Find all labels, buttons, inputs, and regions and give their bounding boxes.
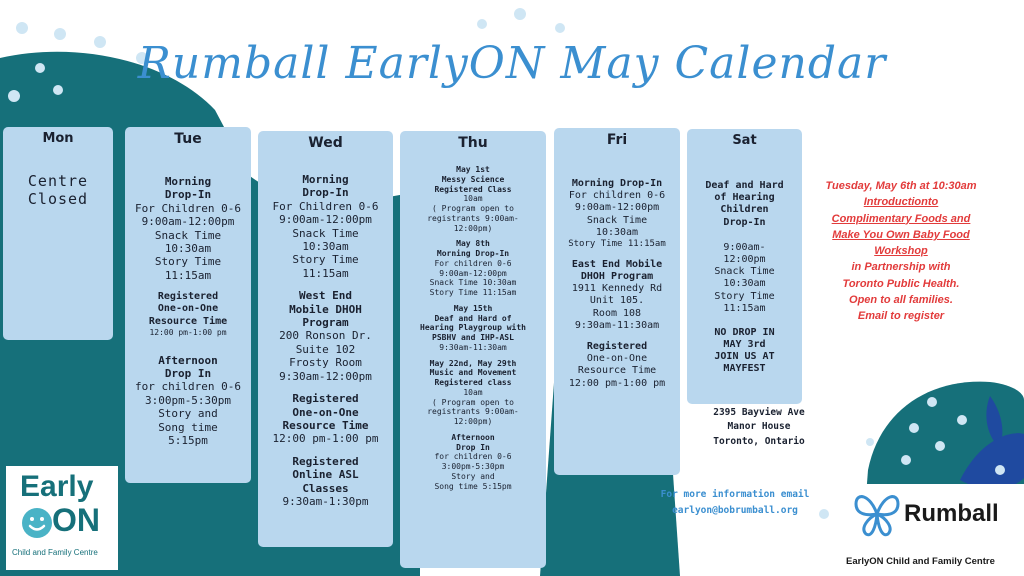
sat-nodrop-line: MAYFEST [723, 363, 766, 375]
fri-registered-line: One-on-One [586, 353, 648, 365]
wed-asl-title-3: Classes [302, 481, 349, 495]
contact-info [640, 487, 830, 519]
sat-deaf-line: Story Time [714, 290, 775, 302]
workshop-notice [806, 178, 996, 324]
wed-morning-line: Story Time [292, 253, 359, 267]
tue-morning-line: 11:15am [164, 268, 212, 282]
logo-brand-early: Early [20, 470, 94, 503]
fri-registered-line: 12:00 pm-1:00 pm [568, 377, 666, 389]
sat-deaf-title: Deaf and Hard [705, 180, 784, 191]
column-mon [3, 127, 113, 340]
tue-afternoon-title-1: Afternoon [158, 353, 218, 367]
thu-may15-line: 9:30am-11:30am [439, 342, 507, 352]
wed-westend-title-3: Program [302, 316, 349, 330]
calendar-title: Rumball EarlyON May Calendar [137, 38, 887, 89]
tue-afternoon-title-2: Drop In [164, 366, 212, 380]
mon-closed-line2: Closed [27, 190, 89, 209]
sat-deaf-title: of Hearing [714, 192, 775, 204]
thu-may22-title: Registered class [434, 378, 512, 387]
sat-deaf-line: 11:15am [723, 302, 766, 314]
thu-may22-line: 12:00pm) [453, 417, 493, 426]
fri-morning-line: Story Time 11:15am [568, 238, 666, 249]
address-line: 2395 Bayview Ave [713, 407, 805, 418]
rumball-logo [838, 484, 1024, 576]
tue-afternoon-line: 5:15pm [168, 434, 208, 447]
thu-may15-title: Deaf and Hard of [434, 313, 512, 323]
thu-may1-title: Registered Class [434, 184, 512, 194]
mon-closed-line1: Centre [27, 172, 89, 190]
thu-may1-line: 12:00pm) [453, 223, 493, 233]
wed-registered-time: 12:00 pm-1:00 pm [272, 432, 379, 446]
sat-deaf-line: 10:30am [723, 278, 766, 290]
wed-registered-title-1: Registered [292, 392, 359, 406]
fri-morning-title: Morning Drop-In [571, 178, 663, 189]
sat-nodrop-line: MAY 3rd [723, 339, 766, 351]
tue-registered-title-1: Registered [157, 291, 219, 303]
day-label-thu: Thu [458, 135, 488, 151]
wed-morning-line: 11:15am [302, 266, 349, 280]
wed-asl-title-2: Online ASL [292, 468, 359, 482]
fri-morning-line: Snack Time [586, 214, 648, 226]
fri-eastend-line: Room 108 [592, 307, 642, 319]
thu-afternoon-line: Story and [451, 471, 495, 481]
fri-morning-line: 9:00am-12:00pm [574, 202, 660, 214]
earlyon-logo [6, 466, 118, 570]
smiley-icon [20, 506, 54, 540]
fri-morning-line: 10:30am [595, 226, 639, 238]
notice-partner-line: Toronto Public Health. [842, 277, 960, 290]
notice-partner-line: in Partnership with [851, 261, 951, 274]
logo-brand-on: ON [52, 502, 100, 538]
column-sat [687, 129, 802, 404]
thu-may15-title: May 15th [453, 303, 493, 313]
notice-partner-line: Open to all families. [849, 293, 953, 306]
fri-eastend-title-1: East End Mobile [571, 258, 663, 270]
wed-westend-line: Frosty Room [289, 356, 362, 370]
sat-deaf-line: 9:00am- [723, 241, 766, 253]
day-label-mon: Mon [42, 131, 74, 146]
sat-deaf-title: Children [720, 204, 769, 216]
thu-may1-title: Messy Science [441, 174, 505, 184]
thu-may8-title: Morning Drop-In [436, 249, 510, 258]
thu-may1-line: registrants 9:00am- [427, 213, 519, 223]
notice-workshop-line[interactable]: Workshop [874, 245, 928, 258]
tue-registered-title-3: Resource Time [148, 315, 228, 327]
day-label-wed: Wed [308, 135, 343, 151]
notice-workshop-line[interactable]: Introductionto [863, 196, 939, 209]
tue-registered-title-2: One-on-One [157, 303, 219, 315]
thu-afternoon-line: 3:00pm-5:30pm [441, 462, 505, 471]
wed-asl-time: 9:30am-1:30pm [282, 494, 369, 508]
wed-asl-title-1: Registered [292, 454, 359, 468]
thu-may8-line: For children 0-6 [434, 258, 512, 268]
day-label-fri: Fri [606, 132, 628, 148]
thu-may22-line: registrants 9:00am- [427, 407, 519, 417]
wed-westend-line: 9:30am-12:00pm [279, 369, 372, 383]
column-wed [258, 131, 393, 547]
thu-afternoon-line: Song time 5:15pm [434, 481, 512, 491]
sat-deaf-line: 12:00pm [723, 253, 766, 265]
tue-morning-line: Story Time [154, 255, 222, 269]
thu-may1-line: 10am [463, 194, 483, 204]
day-label-tue: Tue [174, 131, 202, 147]
sat-nodrop-line: JOIN US AT [714, 351, 775, 363]
column-tue [125, 127, 251, 483]
tue-afternoon-line: for children 0-6 [135, 380, 241, 394]
tue-morning-line: 9:00am-12:00pm [141, 215, 235, 229]
thu-may8-line: Story Time 11:15am [429, 288, 517, 297]
day-label-sat: Sat [732, 133, 757, 148]
fri-eastend-title-2: DHOH Program [580, 271, 654, 283]
wed-morning-line: Snack Time [292, 226, 359, 240]
address-block [688, 406, 830, 449]
tue-morning-title-2: Drop-In [164, 188, 212, 202]
wed-morning-line: For Children 0-6 [272, 199, 379, 213]
thu-may1-title: May 1st [456, 165, 490, 174]
wed-morning-title-1: Morning [302, 173, 349, 186]
thu-may8-line: 9:00am-12:00pm [439, 268, 507, 278]
notice-workshop-line[interactable]: Complimentary Foods and [831, 212, 971, 225]
thu-may15-title: PSBHV and IHP-ASL [432, 333, 514, 342]
thu-may22-title: Music and Movement [429, 368, 517, 378]
fri-registered-line: Resource Time [577, 365, 657, 377]
thu-afternoon-title: Afternoon [451, 432, 495, 442]
fri-eastend-line: Unit 105. [589, 295, 645, 307]
thu-may22-line: 10am [463, 387, 483, 397]
butterfly-icon [852, 488, 902, 540]
info-line: For more information email [660, 489, 810, 500]
sat-nodrop-line: NO DROP IN [714, 326, 775, 338]
tue-afternoon-line: Song time [158, 420, 218, 434]
wed-westend-line: Suite 102 [295, 342, 356, 356]
column-fri [554, 128, 680, 475]
thu-may8-title: May 8th [456, 239, 490, 249]
column-thu [400, 131, 546, 568]
fri-eastend-line: 9:30am-11:30am [574, 319, 660, 331]
logo-tagline: Child and Family Centre [12, 548, 98, 557]
tue-morning-title-1: Morning [164, 175, 212, 188]
wed-registered-title-3: Resource Time [282, 418, 369, 432]
thu-afternoon-title: Drop In [456, 442, 490, 452]
wed-morning-line: 9:00am-12:00pm [279, 213, 372, 227]
thu-may22-line: ( Program open to [432, 397, 514, 407]
rumball-tagline: EarlyON Child and Family Centre [846, 556, 995, 567]
rumball-brand: Rumball [904, 500, 999, 527]
tue-afternoon-line: 3:00pm-5:30pm [144, 393, 232, 407]
thu-may15-title: Hearing Playgroup with [420, 323, 526, 333]
tue-morning-line: For Children 0-6 [135, 201, 241, 215]
fri-eastend-line: 1911 Kennedy Rd [571, 283, 663, 295]
wed-westend-title-1: West End [299, 289, 352, 303]
thu-may1-line: ( Program open to [432, 204, 514, 213]
tue-morning-line: 10:30am [164, 242, 212, 256]
sat-deaf-line: Snack Time [714, 266, 775, 278]
wed-westend-title-2: Mobile DHOH [289, 302, 362, 316]
sat-deaf-title: Drop-In [723, 216, 766, 228]
address-line: Toronto, Ontario [713, 435, 805, 447]
fri-registered-title: Registered [586, 341, 648, 353]
tue-registered-time: 12:00 pm-1:00 pm [149, 327, 227, 337]
tue-morning-line: Snack Time [154, 228, 222, 242]
fri-morning-line: For children 0-6 [568, 190, 666, 202]
thu-may22-title: May 22nd, May 29th [429, 358, 517, 368]
wed-westend-line: 200 Ronson Dr. [279, 329, 372, 343]
wed-morning-title-2: Drop-In [302, 186, 349, 200]
wed-registered-title-2: One-on-One [292, 405, 359, 419]
thu-afternoon-line: for children 0-6 [434, 452, 512, 462]
email-link[interactable]: earlyon@bobrumball.org [672, 505, 798, 517]
notice-workshop-line[interactable]: Make You Own Baby Food [832, 228, 970, 241]
wed-morning-line: 10:30am [302, 240, 349, 254]
notice-date-line: Tuesday, May 6th at 10:30am [825, 180, 977, 192]
address-line: Manor House [727, 421, 791, 433]
tue-afternoon-line: Story and [158, 407, 218, 421]
notice-partner-line: Email to register [857, 310, 945, 323]
thu-may8-line: Snack Time 10:30am [429, 278, 517, 288]
